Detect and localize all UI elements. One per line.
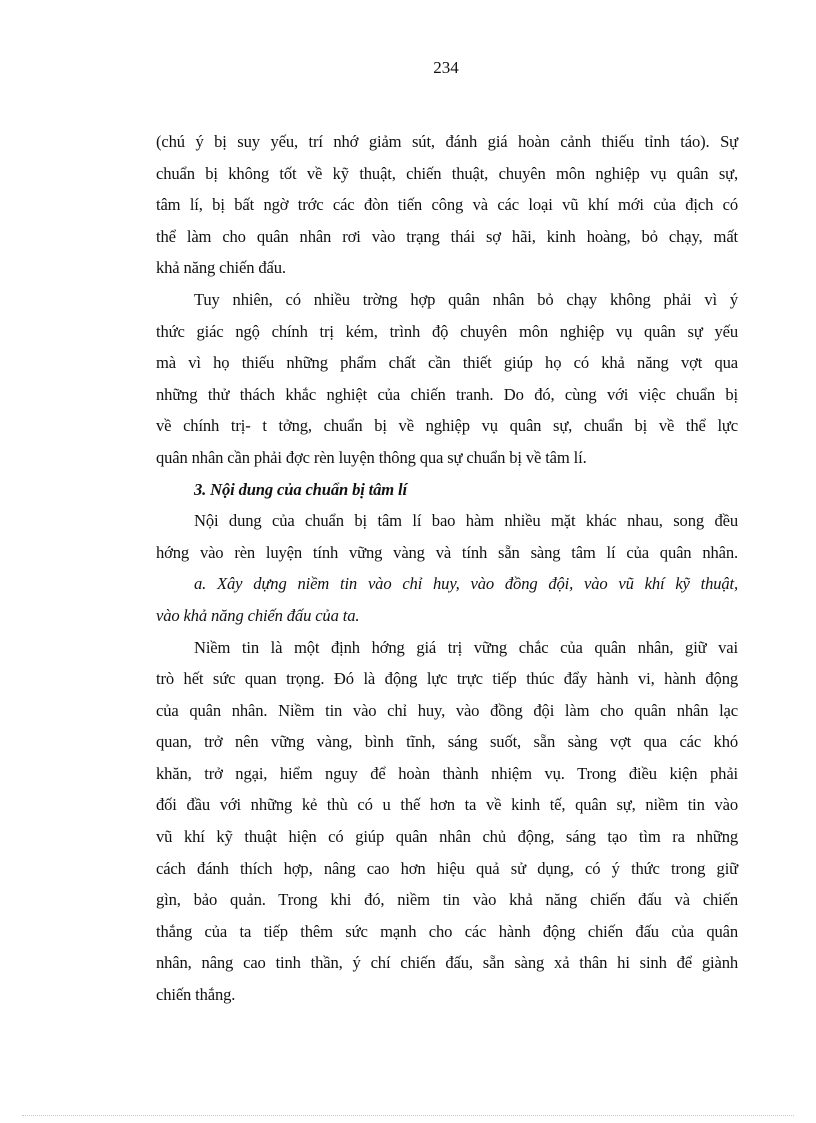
text-line: quan, trở nên vững vàng, bình tĩnh, sáng suốt, sẵn sàng vợt qua các khó bbox=[156, 732, 738, 752]
text-line: Tuy nhiên, có nhiều trờng hợp quân nhân bỏ chạy không phải vì ý bbox=[194, 289, 738, 309]
text-line: chuẩn bị không tốt về kỹ thuật, chiến thuật, chuyên môn nghiệp vụ quân sự, bbox=[156, 163, 738, 183]
text-line: Nội dung của chuẩn bị tâm lí bao hàm nhiều mặt khác nhau, song đều bbox=[194, 511, 738, 531]
text-line: mà vì họ thiếu những phẩm chất cần thiết giúp họ có khả năng vợt qua bbox=[156, 353, 738, 373]
text-line: khả năng chiến đấu. bbox=[156, 258, 286, 278]
text-line: đối đầu với những kẻ thù có u thế hơn ta về kinh tế, quân sự, niềm tin vào bbox=[156, 795, 738, 815]
text-line: (chú ý bị suy yếu, trí nhớ giảm sút, đánh giá hoàn cảnh thiếu tỉnh táo). Sự bbox=[156, 132, 738, 151]
text-line: chiến thắng. bbox=[156, 985, 236, 1005]
text-line: của quân nhân. Niềm tin vào chỉ huy, vào đồng đội làm cho quân nhân lạc bbox=[156, 700, 738, 720]
text-line: những thử thách khắc nghiệt của chiến tranh. Do đó, cùng với việc chuẩn bị bbox=[156, 384, 738, 404]
text-line: a. Xây dựng niềm tin vào chỉ huy, vào đồng đội, vào vũ khí kỹ thuật, bbox=[194, 574, 738, 594]
text-line: vũ khí kỹ thuật hiện có giúp quân nhân chủ động, sáng tạo tìm ra những bbox=[156, 827, 738, 847]
text-line: Niềm tin là một định hớng giá trị vững chắc của quân nhân, giữ vai bbox=[194, 637, 738, 657]
text-line: thể làm cho quân nhân rơi vào trạng thái sợ hãi, kinh hoàng, bỏ chạy, mất bbox=[156, 226, 738, 246]
text-line: hớng vào rèn luyện tính vững vàng và tính sẵn sàng tâm lí của quân nhân. bbox=[156, 542, 738, 562]
text-line: nhân, nâng cao tinh thần, ý chí chiến đấu, sẵn sàng xả thân hi sinh để giành bbox=[156, 953, 738, 973]
text-line: trò hết sức quan trọng. Đó là động lực trực tiếp thúc đẩy hành vi, hành động bbox=[156, 669, 738, 689]
text-line: khăn, trở ngại, hiểm nguy để hoàn thành nhiệm vụ. Trong điều kiện phải bbox=[156, 763, 738, 783]
text-line: về chính trị- t tởng, chuẩn bị về nghiệp vụ quân sự, chuẩn bị về thể lực bbox=[156, 416, 738, 436]
text-line: quân nhân cần phải đợc rèn luyện thông qua sự chuẩn bị về tâm lí. bbox=[156, 447, 587, 467]
page-bottom-divider bbox=[22, 1115, 794, 1116]
text-line: vào khả năng chiến đấu của ta. bbox=[156, 605, 360, 625]
text-line: gìn, bảo quản. Trong khi đó, niềm tin vào khả năng chiến đấu và chiến bbox=[156, 890, 738, 910]
text-line: thức giác ngộ chính trị kém, trình độ chuyên môn nghiệp vụ quân sự yếu bbox=[156, 321, 738, 341]
text-line: thắng của ta tiếp thêm sức mạnh cho các hành động chiến đấu của quân bbox=[156, 921, 738, 941]
document-body bbox=[156, 126, 738, 1011]
section-heading: 3. Nội dung của chuẩn bị tâm lí bbox=[194, 479, 407, 499]
page-number: 234 bbox=[433, 58, 459, 77]
text-line: cách đánh thích hợp, nâng cao hơn hiệu quả sử dụng, có ý thức trong giữ bbox=[156, 858, 738, 878]
text-line: tâm lí, bị bất ngờ trớc các đòn tiến công và các loại vũ khí mới của địch có bbox=[156, 195, 738, 215]
